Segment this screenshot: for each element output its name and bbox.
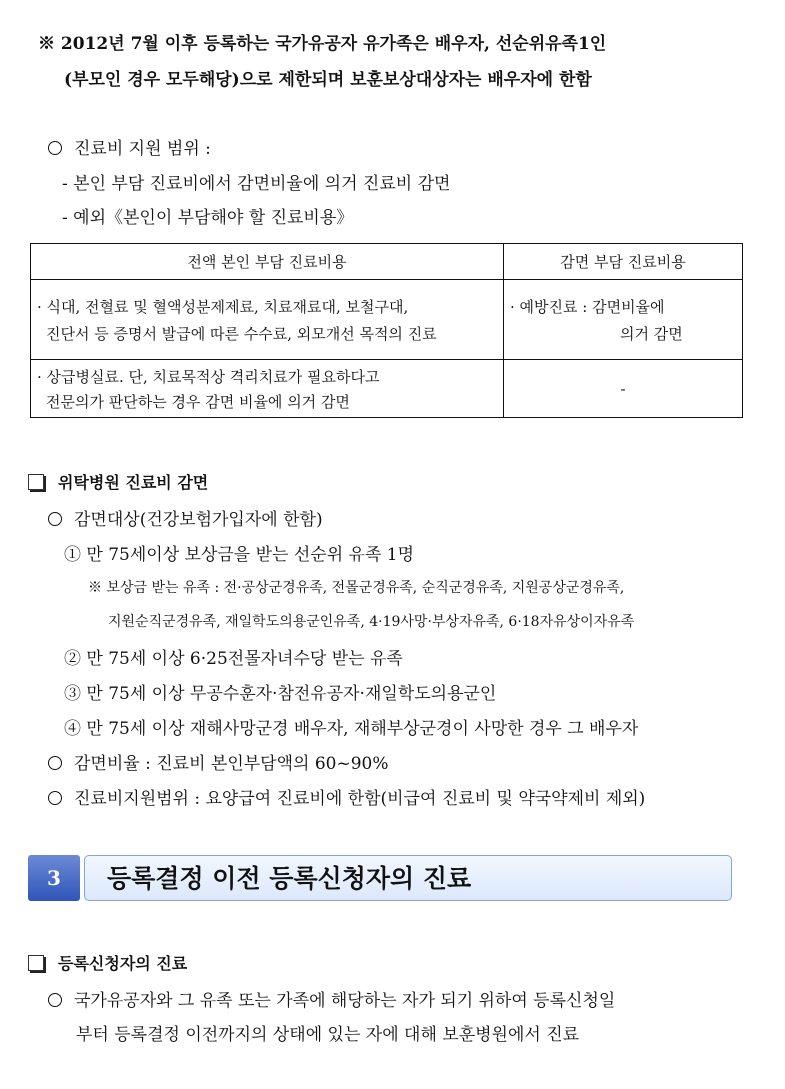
checkbox-square-icon bbox=[28, 955, 44, 971]
section-number-badge: 3 bbox=[28, 855, 80, 901]
table-row bbox=[31, 360, 743, 418]
reduction-rate: 감면비율 : 진료비 본인부담액의 60~90% bbox=[48, 749, 389, 774]
applicant-body-1: 국가유공자와 그 유족 또는 가족에 해당하는 자가 되기 위하여 등록신청일 bbox=[48, 986, 615, 1011]
note-line-2: (부모인 경우 모두해당)으로 제한되며 보훈보상대상자는 배우자에 한함 bbox=[64, 70, 592, 90]
compensation-note-2: 지원순직군경유족, 재일학도의용군인유족, 4·19사망·부상자유족, 6·18자유상이자유족 bbox=[108, 614, 635, 630]
cost-table bbox=[30, 243, 743, 418]
table-cell: - bbox=[504, 360, 743, 418]
support-scope-heading: 진료비 지원 범위 : bbox=[48, 134, 211, 159]
note-line-1: ※ 2012년 7월 이후 등록하는 국가유공자 유가족은 배우자, 선순위유족1인 bbox=[38, 34, 607, 54]
section-heading-applicant: 등록신청자의 진료 bbox=[28, 951, 187, 974]
section-heading-consignment: 위탁병원 진료비 감면 bbox=[28, 470, 208, 493]
table-cell: · 예방진료 : 감면비율에 의거 감면 bbox=[504, 280, 743, 360]
checkbox-square-icon bbox=[28, 474, 44, 490]
support-dash-1: - 본인 부담 진료비에서 감면비율에 의거 진료비 감면 bbox=[62, 174, 451, 194]
circle-bullet-icon bbox=[48, 791, 62, 805]
circle-bullet-icon bbox=[48, 993, 62, 1007]
circle-bullet-icon bbox=[48, 756, 62, 770]
circle-bullet-icon bbox=[48, 512, 62, 526]
reduction-target: 감면대상(건강보험가입자에 한함) bbox=[48, 505, 323, 530]
table-cell: · 상급병실료. 단, 치료목적상 격리치료가 필요하다고 전문의가 판단하는 경우 감면 비율에 의거 감면 bbox=[31, 360, 504, 418]
table-row bbox=[31, 280, 743, 360]
list-item: ④ 만 75세 이상 재해사망군경 배우자, 재해부상군경이 사망한 경우 그 배우자 bbox=[64, 719, 639, 739]
circle-bullet-icon bbox=[48, 141, 62, 155]
applicant-body-2: 부터 등록결정 이전까지의 상태에 있는 자에 대해 보훈병원에서 진료 bbox=[76, 1025, 580, 1045]
list-item: ③ 만 75세 이상 무공수훈자·참전유공자·재일학도의용군인 bbox=[64, 684, 497, 704]
table-head-right: 감면 부담 진료비용 bbox=[504, 244, 743, 280]
section-title-banner: 등록결정 이전 등록신청자의 진료 bbox=[84, 855, 732, 901]
list-item: ② 만 75세 이상 6·25전몰자녀수당 받는 유족 bbox=[64, 649, 403, 669]
table-header-row bbox=[31, 244, 743, 280]
compensation-note-1: ※ 보상금 받는 유족 : 전·공상군경유족, 전몰군경유족, 순직군경유족, 지원공상군경유족, bbox=[88, 580, 625, 596]
support-range: 진료비지원범위 : 요양급여 진료비에 한함(비급여 진료비 및 약국약제비 제외) bbox=[48, 784, 645, 809]
table-cell: · 식대, 전혈료 및 혈액성분제제료, 치료재료대, 보철구대, 진단서 등 증명서 발급에 따른 수수료, 외모개선 목적의 진료 bbox=[31, 280, 504, 360]
support-dash-2: - 예외《본인이 부담해야 할 진료비용》 bbox=[62, 208, 354, 228]
eligibility-note bbox=[38, 26, 758, 98]
list-item: ① 만 75세이상 보상금을 받는 선순위 유족 1명 bbox=[64, 545, 415, 565]
table-head-left: 전액 본인 부담 진료비용 bbox=[31, 244, 504, 280]
